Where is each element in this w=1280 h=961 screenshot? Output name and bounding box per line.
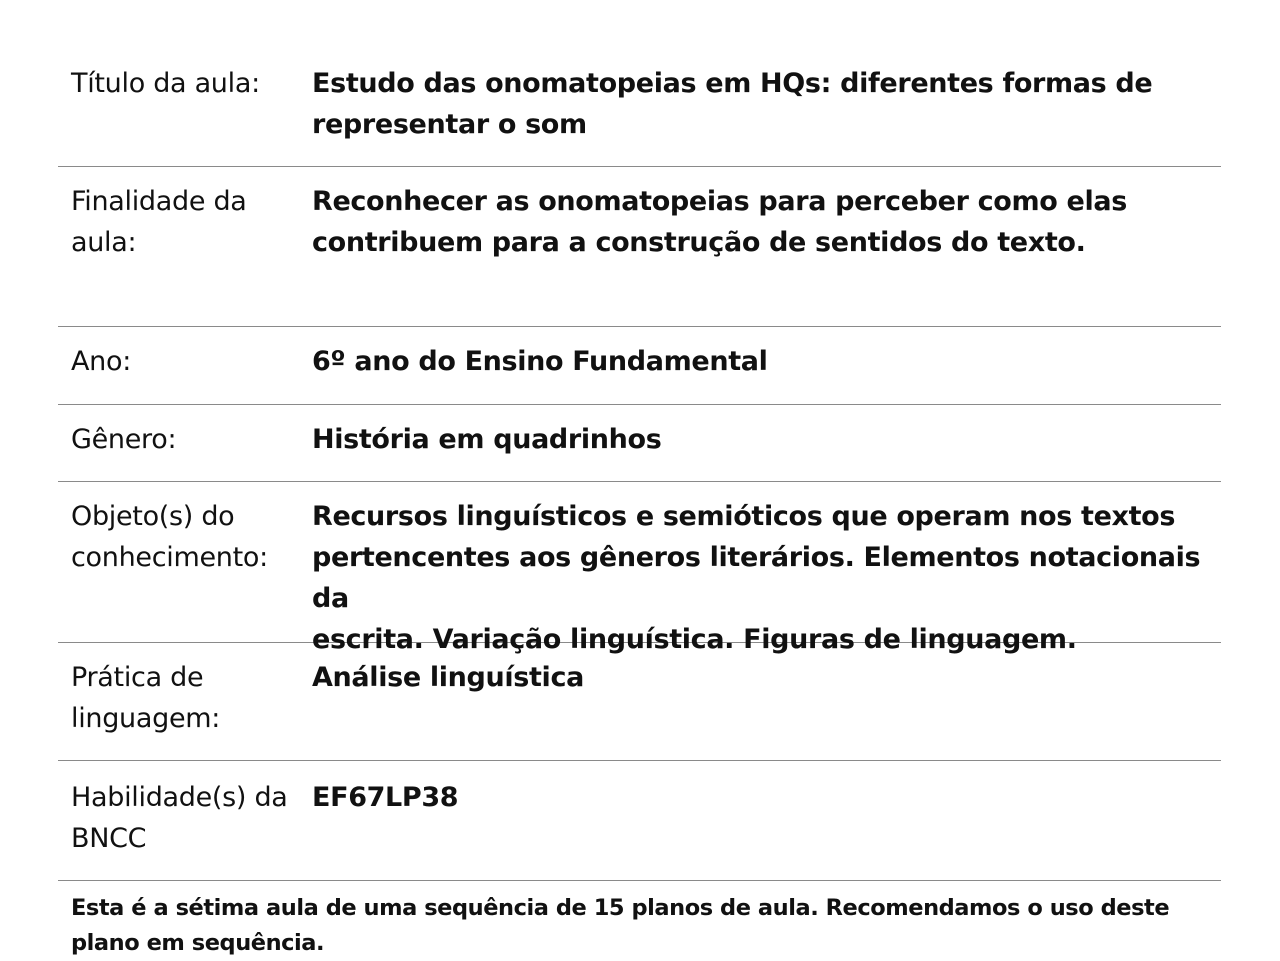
label-line: Ano: <box>71 346 131 377</box>
lesson-info-table <box>58 48 1221 881</box>
value-line: Reconhecer as onomatopeias para perceber como elas <box>312 186 1127 217</box>
row-genre <box>58 405 1221 482</box>
label-line: linguagem: <box>71 703 221 734</box>
row-language-practice <box>58 643 1221 761</box>
label-line: Gênero: <box>71 424 177 455</box>
value-line: Recursos linguísticos e semióticos que operam nos textos <box>312 501 1176 532</box>
school-year-value <box>312 341 1221 404</box>
label-line: Prática de <box>71 662 204 693</box>
lesson-purpose-value <box>312 181 1221 326</box>
label-line: aula: <box>71 227 137 258</box>
bncc-skills-label <box>71 777 312 880</box>
school-year-label <box>71 341 312 404</box>
language-practice-value <box>312 657 1221 760</box>
lesson-purpose-label <box>71 181 312 326</box>
sequence-note-line: Esta é a sétima aula de uma sequência de 15 planos de aula. Recomendamos o uso deste <box>71 895 1170 921</box>
label-line: Finalidade da <box>71 186 247 217</box>
value-line: escrita. Variação linguística. Figuras de linguagem. <box>312 624 1077 655</box>
row-bncc-skills <box>58 761 1221 881</box>
value-line: Estudo das onomatopeias em HQs: diferentes formas de <box>312 68 1153 99</box>
value-line: Análise linguística <box>312 662 584 693</box>
value-line: História em quadrinhos <box>312 424 662 455</box>
label-line: Objeto(s) do <box>71 501 235 532</box>
knowledge-objects-value <box>312 496 1221 655</box>
row-lesson-title <box>58 48 1221 167</box>
row-school-year <box>58 327 1221 405</box>
label-line: Título da aula: <box>71 68 260 99</box>
label-line: BNCC <box>71 823 147 854</box>
row-lesson-purpose <box>58 167 1221 327</box>
value-line: 6º ano do Ensino Fundamental <box>312 346 768 377</box>
label-line: conhecimento: <box>71 542 268 573</box>
sequence-note <box>71 891 1221 961</box>
bncc-skills-value <box>312 777 1221 880</box>
value-line: pertencentes aos gêneros literários. Elementos notacionais da <box>312 542 1201 614</box>
genre-label <box>71 419 312 481</box>
value-line: contribuem para a construção de sentidos do texto. <box>312 227 1086 258</box>
genre-value <box>312 419 1221 481</box>
sequence-note-line: plano em sequência. <box>71 930 325 956</box>
knowledge-objects-label <box>71 496 312 642</box>
value-line: representar o som <box>312 109 587 140</box>
lesson-title-value <box>312 63 1221 166</box>
row-knowledge-objects <box>58 482 1221 655</box>
lesson-title-label <box>71 63 312 166</box>
language-practice-label <box>71 657 312 760</box>
value-line: EF67LP38 <box>312 782 459 813</box>
label-line: Habilidade(s) da <box>71 782 288 813</box>
